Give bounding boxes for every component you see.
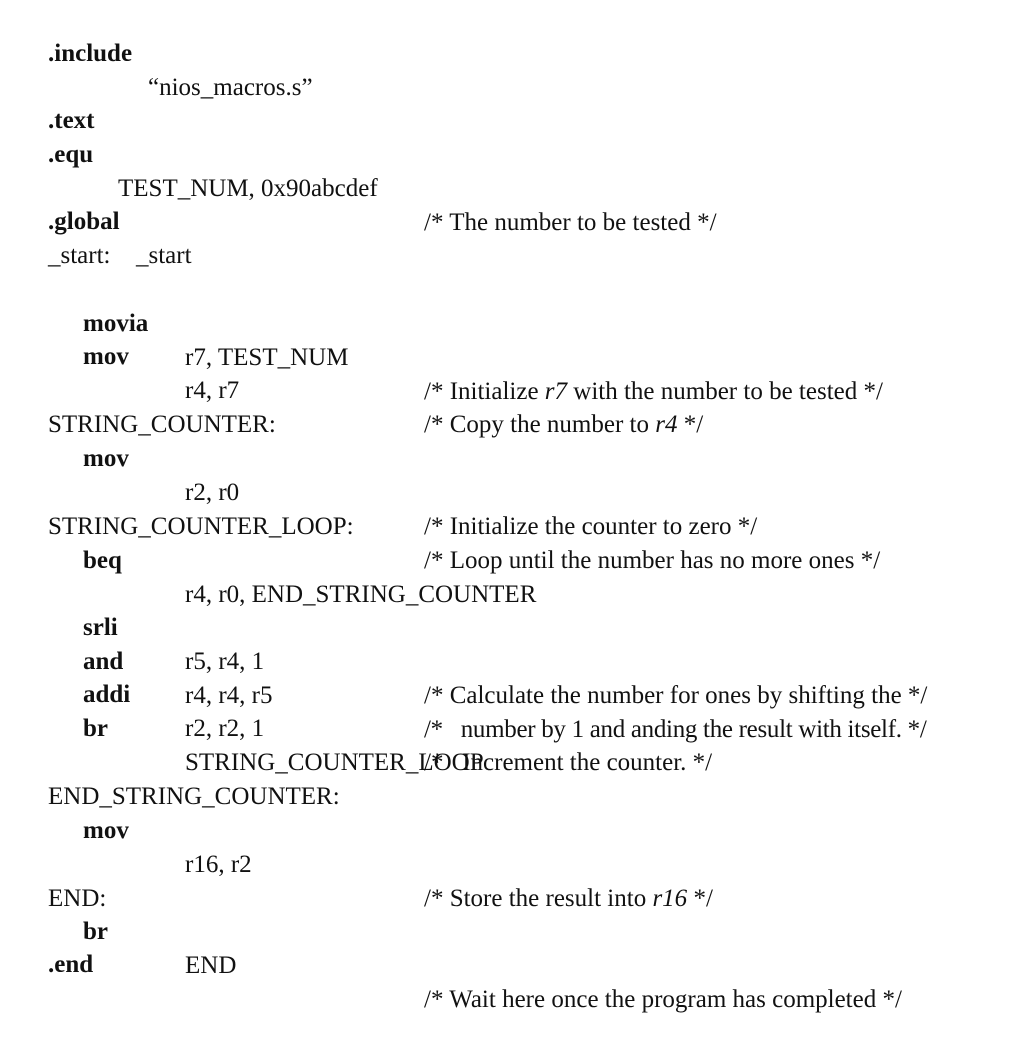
mov-init-comment: /* Initialize the counter to zero */ — [424, 513, 758, 540]
br-end-operands: END — [185, 952, 237, 979]
srli-comment: /* Calculate the number for ones by shifting the */ — [424, 682, 928, 709]
string-counter-label: STRING_COUNTER: — [48, 411, 276, 438]
beq-operands: r4, r0, END_STRING_COUNTER — [185, 581, 537, 608]
movia-operands: r7, TEST_NUM — [185, 344, 349, 371]
mov-store-comment: /* Store the result into r16 */ — [424, 885, 713, 912]
beq-mnemonic: beq — [83, 547, 122, 574]
br-end-comment: /* Wait here once the program has completed */ — [424, 986, 902, 1013]
start-label: _start: — [48, 242, 111, 269]
br-loop-mnemonic: br — [83, 715, 108, 742]
include-line — [0, 3, 1024, 101]
end-string-label-line — [0, 746, 1024, 810]
start-label-line — [0, 205, 1024, 269]
end-label: END: — [48, 885, 107, 912]
include-file: “nios_macros.s” — [148, 74, 313, 101]
mov-copy-comment: /* Copy the number to r4 */ — [424, 411, 704, 438]
srli-operands: r5, r4, 1 — [185, 648, 265, 675]
equ-comment: /* The number to be tested */ — [424, 209, 717, 236]
loop-comment: /* Loop until the number has no more ones */ — [424, 547, 881, 574]
mov-copy-mnemonic: mov — [83, 343, 129, 370]
equ-directive: .equ — [48, 141, 94, 168]
end-directive: .end — [48, 951, 94, 978]
global-symbol: _start — [136, 242, 192, 269]
global-directive: .global — [48, 208, 120, 235]
movia-mnemonic: movia — [83, 310, 149, 337]
end-string-counter-label: END_STRING_COUNTER: — [48, 783, 340, 810]
mov-store-operands: r16, r2 — [185, 851, 252, 878]
mov-store-mnemonic: mov — [83, 817, 129, 844]
mov-copy-operands: r4, r7 — [185, 377, 240, 404]
addi-mnemonic: addi — [83, 681, 131, 708]
movia-comment: /* Initialize r7 with the number to be tested */ — [424, 378, 883, 405]
include-directive: .include — [48, 40, 133, 67]
text-line — [0, 70, 1024, 134]
end-directive-line — [0, 914, 1024, 978]
addi-operands: r2, r2, 1 — [185, 715, 265, 742]
mov-init-mnemonic: mov — [83, 445, 129, 472]
srli-mnemonic: srli — [83, 614, 118, 641]
br-loop-operands: STRING_COUNTER_LOOP — [185, 749, 484, 776]
and-operands: r4, r4, r5 — [185, 682, 273, 709]
br-end-line — [0, 881, 1024, 1013]
loop-label: STRING_COUNTER_LOOP: — [48, 513, 354, 540]
and-mnemonic: and — [83, 648, 124, 675]
mov-init-operands: r2, r0 — [185, 479, 240, 506]
and-comment: /* number by 1 and anding the result with itself. */ — [424, 716, 927, 743]
text-directive: .text — [48, 107, 95, 134]
br-end-mnemonic: br — [83, 918, 108, 945]
addi-comment: /* Increment the counter. */ — [424, 749, 713, 776]
equ-argument: TEST_NUM, 0x90abcdef — [118, 175, 378, 202]
